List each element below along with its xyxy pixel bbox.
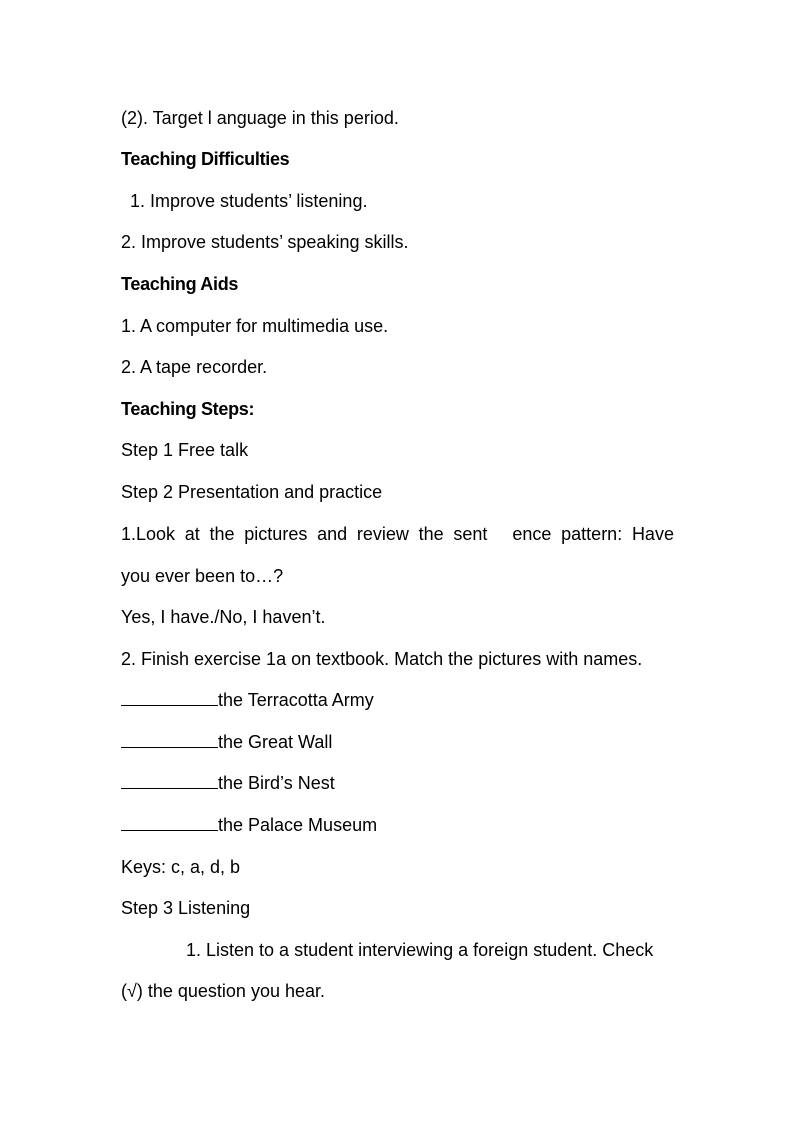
match-item (121, 814, 377, 836)
match-item-label: the Bird’s Nest (218, 773, 335, 793)
target-language-line: (2). Target l anguage in this period. (121, 108, 399, 128)
match-item-label: the Terracotta Army (218, 690, 374, 710)
step-2-line: Step 2 Presentation and practice (121, 482, 383, 502)
match-item (121, 689, 374, 711)
justified-word: 1.Look (121, 524, 176, 544)
justified-word: at (184, 524, 200, 544)
match-item (121, 731, 332, 753)
heading-teaching-difficulties: Teaching Difficulties (121, 149, 290, 169)
aid-item-1: 1. A computer for multimedia use. (121, 316, 389, 336)
answer-blank (121, 689, 218, 706)
step2-answer-line: Yes, I have./No, I haven’t. (121, 607, 326, 627)
step3-item1-line: 1. Listen to a student interviewing a foreign student. Check (186, 940, 654, 960)
match-item-label: the Great Wall (218, 732, 333, 752)
justified-word: sent ence (453, 524, 552, 544)
step-3-line: Step 3 Listening (121, 898, 251, 918)
justified-word: the (418, 524, 444, 544)
justified-word: review (356, 524, 409, 544)
step3-item1-continuation: (√) the question you hear. (121, 981, 326, 1001)
heading-teaching-aids: Teaching Aids (121, 274, 239, 294)
answer-blank (121, 731, 218, 748)
answer-blank (121, 814, 218, 831)
difficulty-item-1: 1. Improve students’ listening. (130, 191, 368, 211)
justified-word: pattern: (561, 524, 623, 544)
answer-blank (121, 772, 218, 789)
match-item (121, 772, 335, 794)
justified-word: the (209, 524, 235, 544)
step-1-line: Step 1 Free talk (121, 440, 249, 460)
aid-item-2: 2. A tape recorder. (121, 357, 268, 377)
justified-word: and (317, 524, 348, 544)
step2-item1-continuation: you ever been to…? (121, 566, 284, 586)
step2-item1-justified (121, 523, 674, 545)
heading-teaching-steps: Teaching Steps: (121, 399, 255, 419)
justified-word: pictures (244, 524, 308, 544)
difficulty-item-2: 2. Improve students’ speaking skills. (121, 232, 409, 252)
match-item-label: the Palace Museum (218, 815, 378, 835)
step2-item2-line: 2. Finish exercise 1a on textbook. Match the pictures with names. (121, 649, 643, 669)
justified-word: Have (631, 524, 674, 544)
keys-line: Keys: c, a, d, b (121, 857, 241, 877)
